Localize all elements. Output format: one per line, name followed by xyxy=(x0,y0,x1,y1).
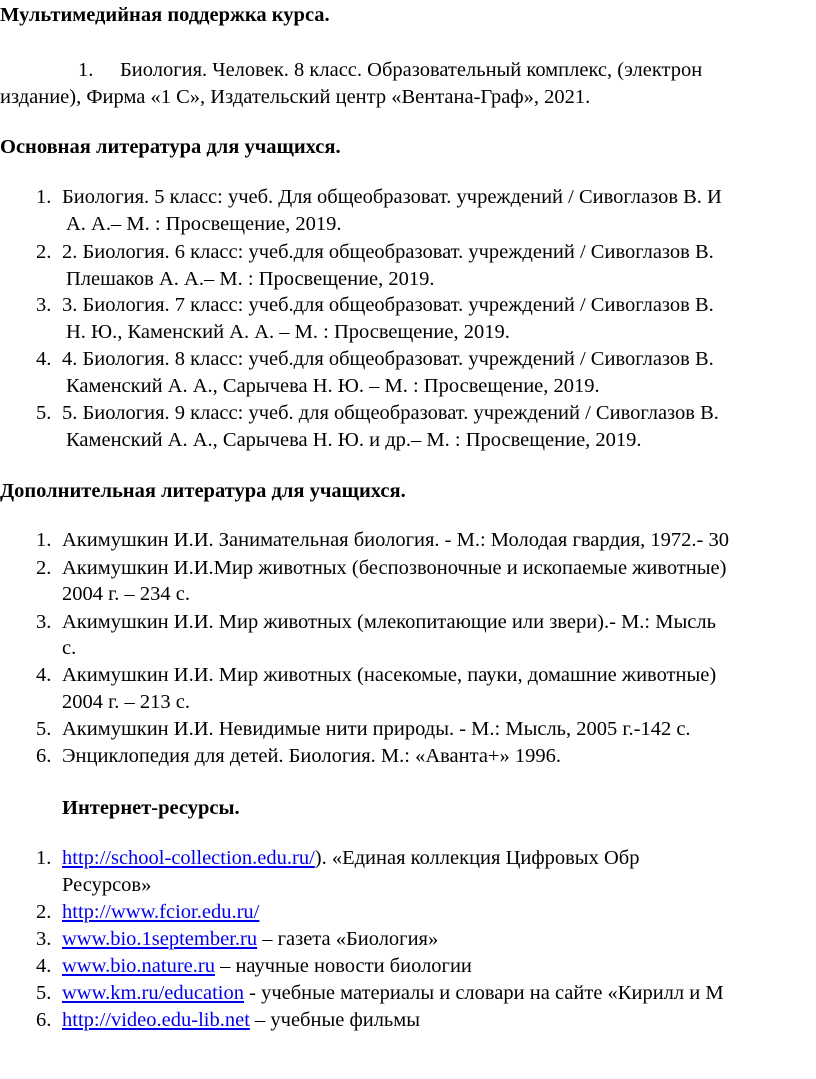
main-literature-heading: Основная литература для учащихся. xyxy=(0,136,341,158)
internet-item-number: 5. xyxy=(36,982,52,1004)
additional-item-number: 5. xyxy=(36,718,52,740)
main-item-line1: 2. Биология. 6 класс: учеб.для общеобразоват. учреждений / Сивоглазов В. xyxy=(62,241,714,263)
km-education-link[interactable]: www.km.ru/education xyxy=(62,982,244,1004)
additional-item-number: 4. xyxy=(36,664,52,686)
internet-item-line2: Ресурсов» xyxy=(62,874,152,896)
additional-literature-heading: Дополнительная литература для учащихся. xyxy=(0,480,406,502)
additional-item-number: 2. xyxy=(36,557,52,579)
main-item-line2: А. А.– М. : Просвещение, 2019. xyxy=(66,213,342,235)
additional-item-line1: Акимушкин И.И. Невидимые нити природы. - М.: Мысль, 2005 г.-142 с. xyxy=(62,718,691,740)
additional-item-line1: Акимушкин И.И.Мир животных (беспозвоночные и ископаемые животные) xyxy=(62,557,727,579)
multimedia-heading: Мультимедийная поддержка курса. xyxy=(0,4,330,26)
video-edu-lib-link[interactable]: http://video.edu-lib.net xyxy=(62,1009,250,1031)
internet-item-line xyxy=(62,953,472,980)
internet-item-text: – газета «Биология» xyxy=(257,928,439,950)
internet-item-line xyxy=(62,899,259,926)
additional-item-line2: с. xyxy=(62,637,77,659)
multimedia-item-number: 1. xyxy=(78,59,94,81)
internet-item-number: 4. xyxy=(36,955,52,977)
main-item-number: 4. xyxy=(36,348,52,370)
additional-item-number: 3. xyxy=(36,611,52,633)
additional-item-line2: 2004 г. – 213 с. xyxy=(62,691,190,713)
additional-item-line1: Акимушкин И.И. Мир животных (млекопитающие или звери).- М.: Мысль xyxy=(62,611,716,633)
internet-item-number: 2. xyxy=(36,901,52,923)
additional-item-number: 6. xyxy=(36,745,52,767)
internet-item-text: - учебные материалы и словари на сайте «Кирилл и М xyxy=(244,982,724,1004)
internet-item-line xyxy=(62,980,724,1007)
additional-item-number: 1. xyxy=(36,529,52,551)
main-item-number: 2. xyxy=(36,241,52,263)
main-item-line1: 4. Биология. 8 класс: учеб.для общеобразоват. учреждений / Сивоглазов В. xyxy=(62,348,714,370)
school-collection-link[interactable]: http://school-collection.edu.ru/ xyxy=(62,847,315,869)
main-item-line1: 3. Биология. 7 класс: учеб.для общеобразоват. учреждений / Сивоглазов В. xyxy=(62,294,714,316)
bio-nature-link[interactable]: www.bio.nature.ru xyxy=(62,955,215,977)
main-item-line2: Н. Ю., Каменский А. А. – М. : Просвещение, 2019. xyxy=(66,321,510,343)
main-item-line2: Каменский А. А., Сарычева Н. Ю. и др.– М. : Просвещение, 2019. xyxy=(66,429,642,451)
additional-item-line1: Энциклопедия для детей. Биология. М.: «Аванта+» 1996. xyxy=(62,745,561,767)
multimedia-item-line2: издание), Фирма «1 С», Издательский центр «Вентана-Граф», 2021. xyxy=(0,86,591,108)
internet-item-number: 3. xyxy=(36,928,52,950)
main-item-line2: Каменский А. А., Сарычева Н. Ю. – М. : Просвещение, 2019. xyxy=(66,375,600,397)
multimedia-item-line1: Биология. Человек. 8 класс. Образовательный комплекс, (электрон xyxy=(120,59,703,81)
main-item-line1: 5. Биология. 9 класс: учеб. для общеобразоват. учреждений / Сивоглазов В. xyxy=(62,402,719,424)
main-item-number: 1. xyxy=(36,186,52,208)
internet-item-text: ). «Единая коллекция Цифровых Обр xyxy=(314,847,640,869)
additional-item-line1: Акимушкин И.И. Занимательная биология. - М.: Молодая гвардия, 1972.- 30 xyxy=(62,529,729,551)
main-item-number: 5. xyxy=(36,402,52,424)
additional-item-line1: Акимушкин И.И. Мир животных (насекомые, пауки, домашние животные) xyxy=(62,664,717,686)
internet-item-text: – научные новости биологии xyxy=(214,955,472,977)
internet-item-number: 6. xyxy=(36,1009,52,1031)
main-item-number: 3. xyxy=(36,294,52,316)
additional-item-line2: 2004 г. – 234 с. xyxy=(62,583,190,605)
internet-item-line xyxy=(62,845,639,872)
internet-item-line xyxy=(62,926,438,953)
internet-item-number: 1. xyxy=(36,847,52,869)
internet-resources-heading: Интернет-ресурсы. xyxy=(62,797,240,819)
fcior-link[interactable]: http://www.fcior.edu.ru/ xyxy=(62,901,260,923)
bio-1september-link[interactable]: www.bio.1september.ru xyxy=(62,928,258,950)
main-item-line1: Биология. 5 класс: учеб. Для общеобразоват. учреждений / Сивоглазов В. И xyxy=(62,186,722,208)
main-item-line2: Плешаков А. А.– М. : Просвещение, 2019. xyxy=(66,268,435,290)
internet-item-text: – учебные фильмы xyxy=(249,1009,421,1031)
internet-item-line xyxy=(62,1007,420,1034)
